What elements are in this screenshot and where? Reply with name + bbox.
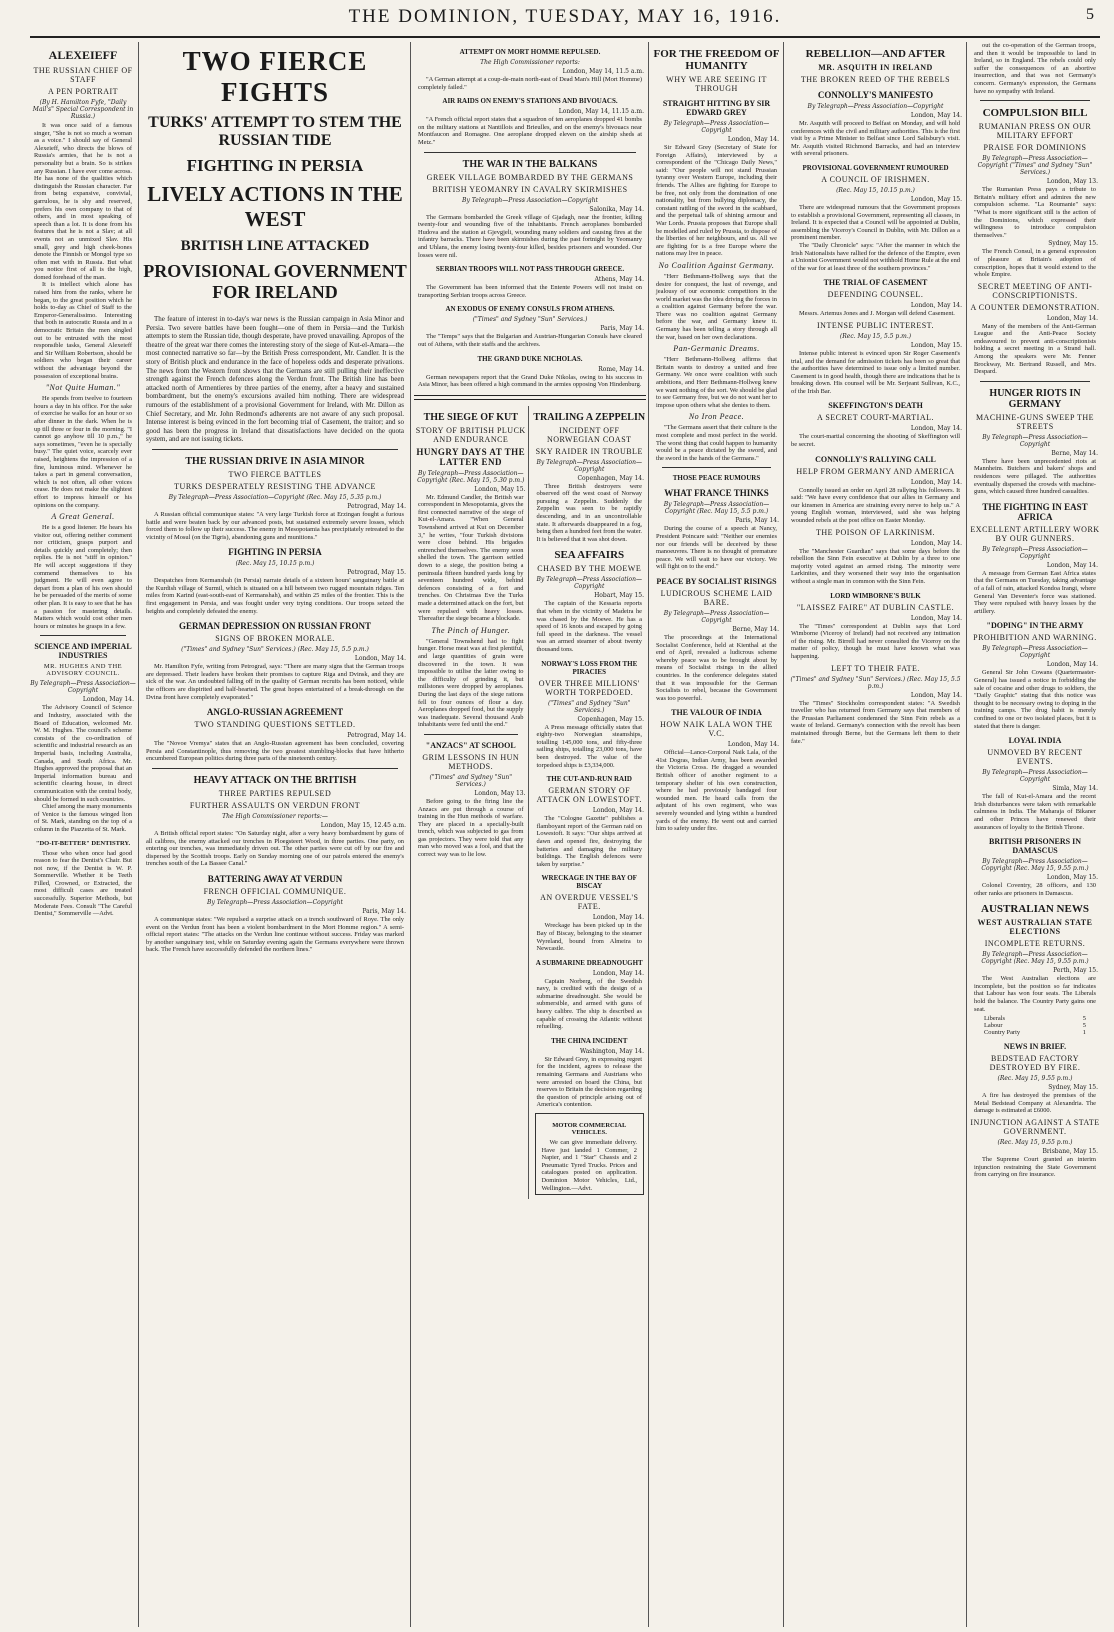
article-subhead: A SECRET COURT-MARTIAL.: [817, 413, 934, 423]
page-number: 5: [1086, 6, 1094, 23]
dateline: Simla, May 14.: [1052, 785, 1098, 793]
column-divider: [138, 42, 139, 1627]
dateline: London, May 15.: [910, 341, 962, 349]
article-body: A fire has destroyed the premises of the Metal Bedstead Company at Alexandria. The damage is estimated at £6000.: [974, 1092, 1096, 1115]
article-body: A British official report states: "On Saturday night, after a very heavy bombardment by guns of all calibres, the enemy attacked our trenches in Ploegsteert Wood, in three parties. One party, on entering our trenches, was immediately driven out. The other parties were cut off by our fire and dispersed by the Scottish troops. Early on Sunday morning one of our patrols entered the enemy's trenches south of the La Bassee Canal.": [146, 830, 404, 868]
article-body: The "Times" correspondent at Dublin says that Lord Wimborne (Viceroy of Ireland) had not received any intimation of the rising. Mr. Birrell had never consulted the Viceroy on the matter of policy, though he must have known what was happening.: [791, 622, 960, 660]
masthead-title: THE DOMINION, TUESDAY, MAY 16, 1916.: [348, 6, 782, 27]
article-subhead: STORY OF BRITISH PLUCK AND ENDURANCE: [415, 425, 526, 444]
advert-body: We can give immediate delivery. Have just landed 1 Commer, 2 Napier, and 1 "Star" Chassis and 2 Pneumatic Tyred Trucks. Prices and catalogues posted on application. Dominion Motor Vehicles, Ltd., Wellington.—Advt.: [541, 1139, 637, 1192]
byline: By Telegraph—Press Association—Copyright: [807, 103, 944, 110]
article-body: The Government has been informed that the Entente Powers will not insist on transporting Serbian troops across Greece.: [418, 284, 642, 299]
dateline: London, May 14.: [910, 112, 962, 119]
article-body: Mr. Edmund Candler, the British war correspondent in Mesopotamia, gives the first connected narrative of the siege of Kut-el-Amara. "When General Townshend arrived at Kut on December 3," he writes, "four Turkish divisions were close behind. His brigades entrenched themselves. The enemy soon shelled the town. The garrison settled down to a siege, the position being a peninsula fifteen hundred yards long by seventeen hundred wide, behind defences consisting of a fort and trenches. On Christmas Eve the Turks made a determined attack on the fort, but were repulsed with heavy losses. Thereafter the siege became a blockade.: [418, 493, 524, 623]
article-subhead: SKY RAIDER IN TROUBLE: [535, 446, 643, 456]
byline: By Telegraph—Press Association—Copyright (Rec. May 15, 9.55 p.m.): [981, 951, 1089, 966]
main-subhead: BRITISH LINE ATTACKED: [180, 238, 370, 254]
article-headline: THE WAR IN THE BALKANS: [462, 158, 598, 170]
article-headline: THE VALOUR OF INDIA: [671, 708, 762, 718]
dateline: London, May 13.: [1046, 178, 1098, 186]
article-subhead: A COUNCIL OF IRISHMEN.: [821, 174, 930, 184]
dateline: London, May 14.: [910, 302, 962, 310]
article-body: The Rumanian Press pays a tribute to Britain's military effort and admires the new compulsion scheme. "La Roumanie" says: "What is more significant still is the action of the Dominions, which expressed their willingness to introduce compulsion themselves.": [974, 186, 1096, 239]
article-headline: AIR RAIDS ON ENEMY'S STATIONS AND BIVOUACS.: [442, 97, 618, 106]
article-subhead: RUMANIAN PRESS ON OUR MILITARY EFFORT: [978, 122, 1092, 141]
byline: By Telegraph—Press Association—Copyright (Rec. May 15, 5.35 p.m.): [168, 493, 382, 501]
dateline: Berne, May 14.: [732, 625, 779, 633]
byline: (Rec. May 15, 9.55 p.m.): [997, 1139, 1073, 1147]
article-subhead: INCIDENT OFF NORWEGIAN COAST: [546, 425, 632, 444]
article-divider: [662, 467, 771, 468]
dateline: Sydney, May 15.: [1048, 1084, 1098, 1092]
article-body: He spends from twelve to fourteen hours a day in his office. For the sake of exercise he walks for an hour or so after dinner in the dark. When he is up till three or four in the morning. "I cannot go anyhow till 10 p.m.," he says sometimes, "even he is specially busy." The quiet voice, scarcely ever raised, heightens the impression of a fine, luminous mind. Whenever he takes a part in general conversation, which is not often, all other voices cease. He does not make the slightest effort to impress himself or his opinions on the company.: [34, 395, 132, 509]
section-subhead: No Coalition Against Germany.: [658, 260, 775, 270]
article-body: A Press message officially states that eighty-two Norwegian steamships, totalling 145,000 tons, and fifty-three sailing ships, totalling 23,000 tons, have been destroyed. The value of the torpedoed ships is £3,334,000.: [536, 723, 642, 769]
dateline: Salonika, May 14.: [589, 205, 644, 213]
party-label: Liberals: [984, 1015, 1005, 1023]
article-headline: THOSE PEACE RUMOURS: [672, 474, 761, 483]
article-headline: CONNOLLY'S RALLYING CALL: [815, 454, 936, 464]
article-body: A communique states: "We repulsed a surprise attack on a trench southward of Roye. The only event on the Verdun front has been a violent bombardment in the Mort Homme region." A semi-official report states: "The attacks on the Verdun line continue without success. Friday was marked by another sanguinary test, while on Saturday evening again the Germans everywhere were thrown back. The French have successfully defended the northern lines.": [146, 915, 404, 954]
column-5: [787, 42, 964, 1627]
article-headline: THE CUT-AND-RUN RAID: [546, 775, 632, 784]
column-divider: [783, 42, 784, 1627]
seat-count: 5: [1082, 1022, 1086, 1030]
dateline: London, May 13.: [474, 789, 526, 797]
masthead-rule: [30, 36, 1100, 38]
byline: By Telegraph—Press Association—Copyright: [536, 576, 643, 591]
dateline: Athens, May 14.: [594, 276, 644, 284]
dateline: London, May 14.: [354, 655, 406, 663]
article-subhead: MR. ASQUITH IN IRELAND: [818, 63, 933, 72]
dateline: London, May 14.: [1046, 314, 1098, 322]
dateline: London, May 15.: [1046, 874, 1098, 882]
article-body: Chief among the many monuments of Venice is the famous winged lion of St. Mark, standing on the top of a column in the Piazzetta of St. Mark.: [34, 803, 132, 833]
article-subhead: INCOMPLETE RETURNS.: [984, 939, 1086, 949]
dateline: Paris, May 14.: [735, 517, 779, 525]
article-headline: WRECKAGE IN THE BAY OF BISCAY: [541, 874, 637, 891]
section-subhead: The Pinch of Hunger.: [431, 625, 510, 635]
article-body: The "Novoe Vremya" states that an Anglo-Russian agreement has been concluded, covering Persia and Constantinople, thus removing the two greatest stumbling-blocks that have hitherto encumbered European politics during three parts of the nineteenth century.: [146, 740, 404, 763]
article-body: The court-martial concerning the shooting of Skeffington will be secret.: [791, 433, 960, 449]
section-subhead: No Iron Peace.: [688, 412, 745, 422]
article-headline: FIGHTING IN PERSIA: [228, 547, 322, 558]
article-headline: HUNGER RIOTS IN GERMANY: [989, 387, 1081, 410]
article-headline: COMPULSION BILL: [982, 107, 1088, 120]
section-subhead: Pan-Germanic Dreams.: [673, 344, 760, 354]
column-2: [142, 42, 408, 1627]
article-subhead: TWO STANDING QUESTIONS SETTLED.: [194, 720, 356, 730]
article-subhead: BRITISH YEOMANRY IN CAVALRY SKIRMISHES: [432, 184, 628, 194]
article-headline: NORWAY'S LOSS FROM THE PIRACIES: [541, 659, 638, 676]
article-body: The West Australian elections are incomplete, but the position so far indicates that Labour has won four seats. The Liberals hold the balance. The Country Party gains one seat.: [974, 975, 1096, 1013]
main-subhead: PROVISIONAL GOVERNMENT FOR IRELAND: [143, 261, 407, 302]
article-body: It is intellect which alone has raised him from the ranks, where he began, to the great position which he holds to-day as Chief of Staff to the Emperor-Generalissimo. Interesting that both in autocratic Russia and in a democratic Britain the men singled out to be entrusted with the most responsible tasks, General Alexeieff and Sir William Robertson, should be soldiers who began their career without the advantage beyond the possession of exceptional brains.: [34, 281, 132, 380]
article-subhead: A PEN PORTRAIT: [47, 87, 119, 96]
byline: ("Times" and Sydney "Sun" Services.): [429, 773, 513, 788]
article-headline: ALEXEIEFF: [48, 48, 118, 62]
article-body: "General Townshend had to fight hunger. Horse meat was at first plentiful, and large quantities of grain were discovered in the town. It was impossible to utilise the latter owing to the difficulty of grinding it, but millstones were dropped by aeroplanes. During the last days of the siege rations fell to four ounces of flour a day. Aeroplanes dropped food, but the supply was inadequate. Several thousand Arab inhabitants were fed until the end.": [418, 637, 524, 729]
dateline: London, May 14.: [727, 741, 779, 749]
article-headline: "ANZACS" AT SCHOOL: [425, 740, 516, 750]
article-body: Three British destroyers were observed off the west coast of Norway pursuing a Zeppelin. Suddenly the Zeppelin was seen to be rapidly descending, and in an uncontrollable state. It afterwards disappeared in a fog, being then a hundred feet from the water. It is believed that it was shot down.: [536, 482, 642, 543]
article-body: There have been unprecedented riots at Mannheim. Butchers and bakers' shops and residences were pillaged. The authorities eventually dispersed the crowds with machine-guns, which caused three hundred casualties.: [974, 457, 1096, 496]
article-body: The "Daily Chronicle" says: "After the manner in which the Irish Nationalists have rallied for the defence of the Empire, even a Unionist Government would not withhold Home Rule at the end of the war for at least three of the southern provinces.": [791, 241, 960, 272]
article-body: During the course of a speech at Nancy, President Poincare said: "Neither our enemies nor our friends will be deceived by these manoeuvres. There is no thought of premature peace. We will wait to have our victory. We will fight on to the end.": [656, 525, 777, 571]
article-subhead: GRIM LESSONS IN HUN METHODS.: [422, 752, 520, 771]
article-subhead: THREE PARTIES REPULSED: [218, 789, 332, 798]
article-body: Mr. Hamilton Fyfe, writing from Petrograd, says: "There are many signs that the German troops are depressed. Their leaders have broken their promises to capture Riga and Dvinsk, and they are sick of the war. An undoubted falling off in the quality of German recruits has been noticed, while the officers are dispirited and half-hearted. The great hopes entertained of a break-through on the Dvina front have completely evaporated.": [146, 663, 404, 701]
article-subhead: CHASED BY THE MOEWE: [537, 564, 642, 574]
column-divider: [648, 42, 649, 1627]
article-body: The captain of the Kessaria reports that when in the vicinity of Madeira he was chased by the Moewe. He has a speed of 16 knots and escaped by going full speed in the darkness. The vessel was an armed steamer of about twenty thousand tons.: [536, 600, 642, 653]
table-row: [984, 1029, 1086, 1036]
article-headline: THE FIGHTING IN EAST AFRICA: [982, 501, 1088, 522]
article-body: The "Cologne Gazette" publishes a flamboyant report of the German raid on Lowestoft. It says: "Our ships arrived at dawn and opened fire, destroying the batteries and damaging the military buildings. The English defences were taken by surprise.": [536, 815, 642, 868]
dateline: Paris, May 14.: [362, 907, 406, 915]
article-headline: BRITISH PRISONERS IN DAMASCUS: [988, 837, 1082, 856]
article-body: out the co-operation of the German troops, and then it would be impossible to land in Ireland, so in England. The rebels could only suffer the consequences of an abortive insurrection, and that was not Germany's concern. Germany's expression, the Germans have no sympathy with Ireland.: [974, 42, 1096, 95]
article-divider: [980, 100, 1090, 101]
byline: (Rec. May 15, 5.5 p.m.): [839, 332, 912, 340]
table-row: [984, 1015, 1086, 1022]
party-label: Country Party: [984, 1029, 1021, 1037]
article-body: A Russian official communique states: "A very large Turkish force at Erzingan fought a furious battle and were beaten back by our advanced posts, but sustained extremely severe losses, which forced them to follow up their success. The enemy in Mesopotamia has precipitately retreated to the vicinity of Mosul (on the Tigris), abandoning guns and munitions.": [146, 510, 404, 541]
byline: By Telegraph—Press Association—Copyright: [982, 769, 1088, 784]
article-body: There are widespread rumours that the Government proposes to establish a provisional Government, representing all classes, in Ireland. It is expected that a Council will be appointed at Dublin, assembling the Viceroy's Council in Dublin, with Mr. Dillon as a prominent member.: [791, 203, 960, 242]
dateline: Petrograd, May 14.: [347, 732, 406, 740]
article-headline: LORD WIMBORNE'S BULK: [830, 591, 921, 600]
article-divider: [40, 635, 126, 636]
article-body: The fall of Kut-el-Amara and the recent Irish disturbances were taken with remarkable calmness in India. The Maharaja of Bikaner and other Princes have renewed their assurances of loyalty to the British Throne.: [974, 793, 1096, 831]
main-subhead: TURKS' ATTEMPT TO STEM THE RUSSIAN TIDE: [148, 114, 402, 149]
article-subhead: "LAISSEZ FAIRE" AT DUBLIN CASTLE.: [796, 602, 955, 612]
byline: By Telegraph—Press Association—Copyright: [982, 433, 1088, 448]
article-subhead: UNMOVED BY RECENT EVENTS.: [987, 748, 1083, 767]
advert-headline: "DO-IT-BETTER" DENTISTRY.: [35, 839, 131, 847]
column-1: [30, 42, 136, 1627]
byline: The High Commissioner reports:—: [222, 813, 328, 820]
article-subhead: GREEK VILLAGE BOMBARDED BY THE GERMANS: [426, 172, 634, 182]
article-headline: THE RUSSIAN DRIVE IN ASIA MINOR: [185, 455, 365, 467]
article-headline: PROVISIONAL GOVERNMENT RUMOURED: [802, 163, 949, 172]
byline: ("Times" and Sydney "Sun" Services.) (Rec. May 15, 5.5 p.m.): [181, 646, 369, 654]
article-body: "Herr Bethmann-Hollweg says that the desire for conquest, the lust of revenge, and jealousy of our economic competitors in the world market was the idea driving the forces in a coalition against Germany before the war. There was no coalition against Germany before the war, and Germany knew it. Germany has been telling a story through all the war, based on her own declarations.: [656, 272, 777, 341]
article-body: Official—Lance-Corporal Naik Lala, of the 41st Dogras, Indian Army, has been awarded the Victoria Cross. He dragged a wounded British officer of another regiment to a temporary shelter of his own construction, where he had previously bandaged four wounded men. He heard calls from the adjutant of his own regiment, who was severely wounded and lying within a hundred yards of the enemy. He went out and carried him to safety under fire.: [656, 749, 777, 833]
article-subhead: AN OVERDUE VESSEL'S FATE.: [540, 893, 639, 912]
article-subhead: PRAISE FOR DOMINIONS: [983, 143, 1087, 153]
article-divider: [424, 152, 636, 153]
article-body: "Herr Bethmann-Hollweg affirms that Britain wants to destroy a united and free Germany. We once were coalition with such ambitions, and Herr Bethmann-Hollweg knew we want nothing of the sort. We should be glad to see Germany free, but we do not want her to impose upon others what she denies to them.: [656, 356, 777, 409]
advert-body: Those who when once had good reason to fear the Dentist's Chair. But not now, if the Dentist is W. P. Sommerville. Whether it be Teeth Filled, Crowned, or Extracted, the most difficult cases are treated successfully. Superior Methods, but Moderate Fees. Consult "The Careful Dentist," Sommerville —Advt.: [34, 849, 132, 918]
byline: The High Commissioner reports:: [480, 59, 580, 66]
article-body: The French Consul, in a general expression of pleasure at Britain's adoption of conscription, hopes that it would extend to the whole Empire.: [974, 248, 1096, 279]
column-divider: [966, 42, 967, 1627]
article-body: "A French official report states that a squadron of ten aeroplanes dropped 41 bombs on the military stations at Nantillois and Brieulles, and on the enemy's bivouacs near Montfaucon and Romagne. One aeroplane dropped eleven on the airship sheds at Metz.": [418, 116, 642, 146]
article-subhead: BEDSTEAD FACTORY DESTROYED BY FIRE.: [989, 1054, 1081, 1073]
article-subhead: WEST AUSTRALIAN STATE ELECTIONS: [977, 918, 1093, 937]
article-subhead: EXCELLENT ARTILLERY WORK BY OUR GUNNERS.: [970, 524, 1100, 543]
article-divider: [980, 381, 1090, 382]
zeppelin-column: [533, 406, 647, 1199]
byline: By Telegraph—Press Association—Copyright (Rec. May 15, 9.55 p.m.): [981, 858, 1089, 873]
section-subhead: A Great General.: [51, 512, 115, 522]
article-body: He is a good listener. He hears his visitor out, offering neither comment nor criticism, grasps purport and details quickly and completely; then replies. He is not "stiff in opinion." He will accept suggestions if they commend themselves to his judgment. He will even agree to depart from a plan of his own should he be persuaded of the merits of some other plan. It is easy to see that he has a passion for mastering details. Matters which would cost other men hours or minutes he grasps in a few.: [34, 524, 132, 630]
article-body: The "Times" Stockholm correspondent states: "A Swedish traveller who has returned from Germany says that members of the Prussian Parliament condemned the Sinn Fein rebels as a waste of Ireland. Germany's connection with the revolt has been maintained through Berne, but the Germans left them to their fate.": [791, 699, 960, 745]
dateline: Copenhagen, May 14.: [577, 474, 644, 482]
article-headline: SERBIAN TROOPS WILL NOT PASS THROUGH GREECE.: [435, 265, 625, 274]
article-subhead: STRAIGHT HITTING BY SIR EDWARD GREY: [662, 99, 771, 117]
article-headline: SKEFFINGTON'S DEATH: [828, 401, 923, 411]
article-subhead: THE POISON OF LARKINISM.: [815, 527, 936, 537]
byline: By Telegraph—Press Association—Copyright: [663, 120, 770, 134]
column-4: [652, 42, 781, 1627]
column-6: [970, 42, 1100, 1627]
seat-count: 1: [1082, 1029, 1086, 1037]
article-subhead: OVER THREE MILLIONS' WORTH TORPEDOED.: [538, 678, 640, 697]
article-divider: [152, 449, 398, 450]
dateline: Perth, May 15.: [1053, 967, 1098, 975]
byline: By Telegraph—Press Association—Copyright: [982, 645, 1088, 660]
article-subhead: WHAT FRANCE THINKS: [664, 488, 769, 499]
dateline: London, May 14.: [910, 539, 962, 547]
dateline: London, May 14.: [910, 478, 962, 486]
dateline: London, May 14.: [910, 691, 962, 699]
column-divider: [410, 42, 411, 1627]
article-headline: THE GRAND DUKE NICHOLAS.: [477, 354, 583, 363]
article-subhead: LUDICROUS SCHEME LAID BARE.: [660, 588, 773, 607]
article-headline: NEWS IN BRIEF.: [1003, 1042, 1067, 1052]
byline: By Telegraph—Press Association—Copyright: [207, 898, 343, 906]
dateline: Sydney, May 15.: [1048, 240, 1098, 248]
article-subhead: CONNOLLY'S MANIFESTO: [817, 90, 934, 100]
article-body: Sir Edward Grey, in expressing regret for the incident, agrees to release the remaining Germans and Austrians who were arrested on board the China, but reserves to Britain the decision regarding the question of principle arising out of America's contention.: [536, 1055, 642, 1109]
byline: By Telegraph—Press Association—Copyright: [536, 458, 643, 473]
article-body: "A German attempt at a coup-de-main north-east of Dead Man's Hill (Mort Homme) completely failed.": [418, 76, 643, 91]
dateline: London, May 14.: [592, 969, 644, 977]
dateline: London, May 14, 11.5 a.m.: [562, 68, 644, 75]
article-body: The proceedings at the International Socialist Conference, held at Kienthal at the end of April, revealed a ludicrous scheme whereby peace was to be brought about by means of Socialist risings in the allied countries. In the conference delegates stated that it was impossible for the German Socialists to rebel, because the Government was too powerful.: [656, 633, 777, 702]
article-subhead: A COUNTER DEMONSTRATION.: [970, 302, 1100, 312]
byline: (Rec. May 15, 10.15 p.m.): [235, 560, 315, 568]
article-body: The Germans bombarded the Greek village of Gjadagh, near the frontier, killing twenty-four and wounding five of the inhabitants. French aeroplanes bombarded Hudova and the station at Gjevgjeli, wounding many soldiers and causing fires at the infantry barracks. There have been skirmishes during the past fortnight by Yeomanry and Uhlans, the enemy losing twenty-four killed, besides prisoners and wounded. Our losses were nil.: [418, 213, 642, 259]
seat-count: 5: [1082, 1015, 1086, 1023]
article-body: The "Temps" says that the Bulgarian and Austrian-Hungarian Consuls have cleared out of Athens, with their staffs and the archives.: [418, 333, 642, 348]
dateline: Berne, May 14.: [1051, 449, 1098, 457]
article-headline: A SUBMARINE DREADNOUGHT: [535, 958, 643, 967]
article-headline: BATTERING AWAY AT VERDUN: [207, 873, 343, 884]
article-body: German newspapers report that the Grand Duke Nikolas, owing to his success in Asia Minor, has been offered a high command in the armies opposing Von Hindenburg.: [418, 373, 642, 389]
byline: By Telegraph—Press Association—Copyright: [462, 196, 598, 204]
article-subhead: GERMAN STORY OF ATTACK ON LOWESTOFT.: [536, 786, 642, 805]
article-subhead: INJUNCTION AGAINST A STATE GOVERNMENT.: [970, 1118, 1100, 1137]
article-subhead: MR. HUGHES AND THE ADVISORY COUNCIL.: [43, 663, 123, 678]
article-subhead: HELP FROM GERMANY AND AMERICA: [796, 466, 955, 476]
byline: (Rec. May 15, 9.55 p.m.): [997, 1075, 1073, 1083]
article-headline: THE CHINA INCIDENT: [551, 1036, 628, 1045]
article-subhead: HUNGRY DAYS AT THE LATTER END: [416, 446, 526, 467]
dateline: London, May 14.: [910, 614, 962, 622]
dateline: London, May 14.: [1046, 661, 1098, 669]
byline: By Telegraph—Press Association—Copyright (Rec. May 15, 5.5 p.m.): [663, 501, 770, 516]
article-subhead: DEFENDING COUNSEL.: [827, 290, 924, 300]
byline: By Telegraph—Press Association—Copyright ("Times" and Sydney "Sun" Services.): [977, 155, 1093, 177]
byline: (By H. Hamilton Fyfe, "Daily Mail's" Special Correspondent in Russia.): [32, 99, 134, 120]
byline: (Rec. May 15, 10.15 p.m.): [836, 186, 915, 194]
article-headline: GERMAN DEPRESSION ON RUSSIAN FRONT: [178, 621, 372, 632]
article-headline: AUSTRALIAN NEWS: [981, 903, 1089, 916]
article-body: Connolly issued an order on April 28 rallying his followers. It said: "We have every confidence that our allies in Germany and our kinsmen in America are straining every nerve to help us." A young English woman, interviewed, said she was helping wounded rebels at the post office on Easter Monday.: [791, 486, 960, 525]
article-headline: PEACE BY SOCIALIST RISINGS: [656, 576, 777, 586]
article-subhead: LEFT TO THEIR FATE.: [831, 663, 920, 673]
byline: ("Times" and Sydney "Sun" Services.): [472, 316, 588, 324]
article-body: Intense public interest is evinced upon Sir Roger Casement's trial, and the demand for admission tickets has been so great that the authorities have determined to issue only a limited number. Casement is in good health, though there are indications that he is breaking down. His counsel will be Mr. Serjeant Sullivan, K.C., of the Irish Bar.: [791, 349, 960, 395]
dateline: London, May 14, 11.15 a.m.: [558, 108, 644, 116]
advert-headline: MOTOR COMMERCIAL VEHICLES.: [552, 1122, 627, 1136]
main-subhead: FIGHTING IN PERSIA: [186, 156, 364, 175]
article-subhead: INTENSE PUBLIC INTEREST.: [817, 320, 934, 330]
dateline: London, May 15.: [474, 485, 526, 493]
article-subhead: PROHIBITION AND WARNING.: [973, 633, 1097, 643]
advert-box: [535, 1113, 645, 1195]
article-subhead: FRENCH OFFICIAL COMMUNIQUE.: [203, 886, 347, 896]
dateline: London, May 14.: [592, 807, 644, 815]
article-body: Despatches from Kermanshah (in Persia) narrate details of a sixteen hours' sanguinary battle at the Kurdish village of Surmil, which is situated on a hill between two rugged mountain ridges. Ten miles from Karind (east-south-east of Kermanshah), and within 25 miles of the frontier. This is the first engagement in Persia, and was fought under very trying conditions. Our troops seized the heights and completely defeated the enemy.: [146, 577, 404, 615]
article-body: Captain Norberg, of the Swedish navy, is credited with the design of a submarine dreadnought. She would be submersible, and armed with guns of heavy calibre. The ship is described as capable of crossing the Atlantic without refuelling.: [536, 977, 642, 1031]
byline: By Telegraph—Press Association—Copyright (Rec. May 15, 5.30 p.m.): [417, 469, 525, 484]
article-headline: ATTEMPT ON MORT HOMME REPULSED.: [459, 48, 601, 56]
dateline: London, May 14.: [82, 696, 134, 704]
byline: By Telegraph—Press Association—Copyright: [30, 680, 136, 695]
sub-columns: [414, 406, 646, 1199]
article-headline: SEA AFFAIRS: [554, 549, 625, 562]
article-body: The "Manchester Guardian" says that some days before the rebellion the Sinn Fein executive at Dublin by a three to one majority voted against an armed rising. The minority were Larkinites, and they worsened their way into the organisation without a single man in common with the Sinn Fein.: [791, 547, 960, 585]
article-body: A message from German East Africa states that the Germans on Tuesday, taking advantage of a fall of rain, attacked Kondoa Irangi, where General Van Deventer's force was stationed. They were repulsed with heavy losses by the artillery.: [974, 569, 1096, 615]
byline: ("Times" and Sydney "Sun" Services.) (Rec. May 15, 5.5 p.m.): [790, 675, 961, 690]
dateline: Petrograd, May 14.: [347, 502, 406, 510]
article-body: The Advisory Council of Science and Industry, associated with the Board of Education, welcomed Mr. W. M. Hughes. The council's scheme consists of the co-ordination of scientific and industrial research as an Imperial basis, including Australia, Canada, and South Africa. Mr. Hughes approved the proposal that an Imperial information bureau and scientific clearing house, in direct communication with the central body, should be formed in such countries.: [34, 704, 132, 803]
byline: By Telegraph—Press Association—Copyright: [663, 609, 770, 624]
article-headline: REBELLION—AND AFTER: [805, 48, 946, 60]
article-body: Many of the members of the Anti-German League and the Anti-Peace Society endeavoured to prevent anti-conscriptionists holding a secret meeting in a Strand hall. Among the speakers were Mr. Fenner Brockway, Mr. Bertrand Russell, and Mrs. Despard.: [974, 322, 1096, 376]
article-body: "The Germans assert that their culture is the most complete and most perfect in the world. The worst thing that could happen to humanity would be a peace dictated by the sword, and the sword in the hands of the Germans.": [656, 424, 777, 462]
article-headline: HEAVY ATTACK ON THE BRITISH: [193, 775, 357, 786]
article-divider: [424, 734, 518, 735]
article-body: Messrs. Artemus Jones and J. Morgan will defend Casement.: [799, 310, 955, 318]
dateline: Paris, May 14.: [600, 325, 644, 333]
section-rule: [414, 395, 646, 400]
article-subhead: TURKS DESPERATELY RESISTING THE ADVANCE: [174, 481, 376, 491]
article-subhead: THE BROKEN REED OF THE REBELS: [800, 75, 951, 84]
dateline: London, May 14.: [910, 425, 962, 433]
article-subhead: THE RUSSIAN CHIEF OF STAFF: [33, 66, 133, 84]
dateline: London, May 15.: [910, 195, 962, 203]
dateline: London, May 14.: [727, 136, 779, 143]
dateline: Hobart, May 15.: [594, 592, 644, 600]
dateline: London, May 15, 12.45 a.m.: [320, 822, 406, 829]
column-3: [414, 42, 646, 1627]
article-subhead: FURTHER ASSAULTS ON VERDUN FRONT: [189, 801, 361, 810]
article-body: The Supreme Court granted an interim injunction restraining the State Government from carrying on fire insurance.: [974, 1156, 1096, 1179]
main-subhead: LIVELY ACTIONS IN THE WEST: [147, 182, 403, 231]
article-headline: FOR THE FREEDOM OF HUMANITY: [653, 48, 780, 72]
article-subhead: SIGNS OF BROKEN MORALE.: [215, 634, 335, 644]
dateline: Rome, May 14.: [598, 365, 644, 373]
dateline: Washington, May 14.: [579, 1047, 644, 1055]
article-headline: SCIENCE AND IMPERIAL INDUSTRIES: [34, 642, 132, 661]
article-headline: LOYAL INDIA: [1008, 736, 1062, 746]
election-table: [984, 1015, 1086, 1036]
news-summary: The feature of interest in to-day's war news is the Russian campaign in Asia Minor and Persia. Two severe battles have been fought—one of them in Persia—and the Turkish attempts to stem the Russian tide, though desperate, have proved unavailing. Apropos of the theatre of the great war there comes the interesting story of the siege of Kut-el-Amara—the most connected narrative so far—by the British Press correspondent, Mr. Candler. It is the story of British pluck and endurance in the face of hopeless odds and desperate privations. The news from the Western front shows that the Germans are still pulling their ineffective strength against the French defences along the Verdun front. The British line has been attacked north of Armentieres by three parties of the enemy, after a heavy and sustained bombardment, but the enemy's excursions availed him nothing. There are widespread rumours of the establishment of a provisional Government for Ireland, with Mr. Dillon as Chief Secretary, and Mr. John Redmond's adherents are not aware of any such proposal. Intense interest is being evinced in the fort becoming trial of Casement, the traitor; and so good has been the progress in Ireland that dissatisfactions have decided on the quota system, and are not issuing tickets.: [146, 315, 404, 444]
dateline: London, May 14.: [592, 914, 644, 922]
article-body: Sir Edward Grey (Secretary of State for Foreign Affairs), interviewed by a correspondent of the "Chicago Daily News," said: "Our people will not stand Prussian tyranny over Western Europe, including their friends. The Allies are fighting for Europe to be free, not only from the domination of one nationality, but from bullying diplomacy, the constant rattling of the sword in the scabbard, and the perpetual talk of shining armour and War Lords. Prussia proposes that Europe shall be modelled and ruled by Prussia, to dispose of the liberties of her neighbours, and us. All we are fighting for is a free Europe where the nations may live in peace.: [656, 144, 777, 258]
article-headline: AN EXODUS OF ENEMY CONSULS FROM ATHENS.: [445, 305, 615, 314]
article-headline: THE TRIAL OF CASEMENT: [823, 278, 928, 288]
article-body: Wreckage has been picked up in the Bay of Biscay, belonging to the steamer Wyreland, bound from Almeira to Newcastle.: [536, 922, 642, 953]
article-subhead: MACHINE-GUNS SWEEP THE STREETS: [975, 412, 1095, 431]
table-row: [984, 1022, 1086, 1029]
article-body: It was once said of a famous singer, "She is not so much a woman as a voice." I should say of General Alexeieff, who directs the blows of Russia's armies, that he is not a personality but a brain. So is strikes any Russian. I have ever come across. He has none of the qualities which distinguish the Russian character. Far from being expansive, convivial, garrulous, he is shy and reserved, prefers his own company to that of others, and in most speaking of speech than a lot. It is done from his features that he is not a Slav; at all events not an unmixed Slav. His small, grey and high cheek-bones denote the Finnish or Mongol type so often met with in Russia. But what you notice first of all is the high, domed forehead of the man.: [34, 122, 132, 281]
article-divider: [152, 768, 398, 769]
party-label: Labour: [984, 1022, 1003, 1030]
article-subhead: WHY WE ARE SEEING IT THROUGH: [666, 75, 767, 93]
main-headline: TWO FIERCE FIGHTS: [182, 46, 368, 107]
dateline: London, May 14.: [1046, 561, 1098, 569]
dateline: Copenhagen, May 15.: [577, 715, 644, 723]
article-body: General Sir John Cowans (Quartermaster-General) has issued a notice in forbidding the sale of cocaine and other drugs to soldiers, the "Daily Graphic" stating that this notice was thought to be necessary owing to doping in the training camps. The drug habit is merely confined to one or two isolated places, but it is stated that there is danger.: [974, 669, 1096, 730]
article-headline: TRAILING A ZEPPELIN: [533, 411, 646, 423]
article-headline: "DOPING" IN THE ARMY: [986, 621, 1084, 631]
byline: By Telegraph—Press Association—Copyright: [982, 545, 1088, 560]
article-headline: THE SIEGE OF KUT: [423, 411, 518, 423]
article-subhead: TWO FIERCE BATTLES: [228, 469, 322, 479]
dateline: Brisbane, May 15.: [1042, 1148, 1098, 1156]
byline: ("Times" and Sydney "Sun" Services.): [547, 699, 631, 714]
dateline: Petrograd, May 15.: [347, 569, 406, 577]
masthead: [30, 6, 1100, 36]
article-body: Colonel Coventry, 28 officers, and 130 other ranks are prisoners in Damascus.: [974, 882, 1096, 897]
kut-column: [414, 406, 529, 1199]
article-body: Mr. Asquith will proceed to Belfast on Monday, and will hold conferences with the civil and military authorities. This is the first visit by a Prime Minister to Belfast since Lord Salisbury's visit. Mr. Asquith visited Richmond Barracks, and had an interview with several prisoners.: [791, 120, 960, 158]
section-subhead: "Not Quite Human.": [45, 383, 121, 393]
article-subhead: SECRET MEETING OF ANTI-CONSCRIPTIONISTS.: [977, 281, 1093, 300]
article-subhead: HOW NAIK LALA WON THE V.C.: [660, 720, 773, 739]
article-headline: ANGLO-RUSSIAN AGREEMENT: [206, 707, 344, 718]
article-body: Before going to the firing line the Anzacs are put through a course of training in the Hun methods of warfare. They are placed in a specially-built trench, which was subjected to gas from gas projectors. They were told that any man who moved was a fool, and that the correct way was to lie low.: [418, 797, 524, 859]
